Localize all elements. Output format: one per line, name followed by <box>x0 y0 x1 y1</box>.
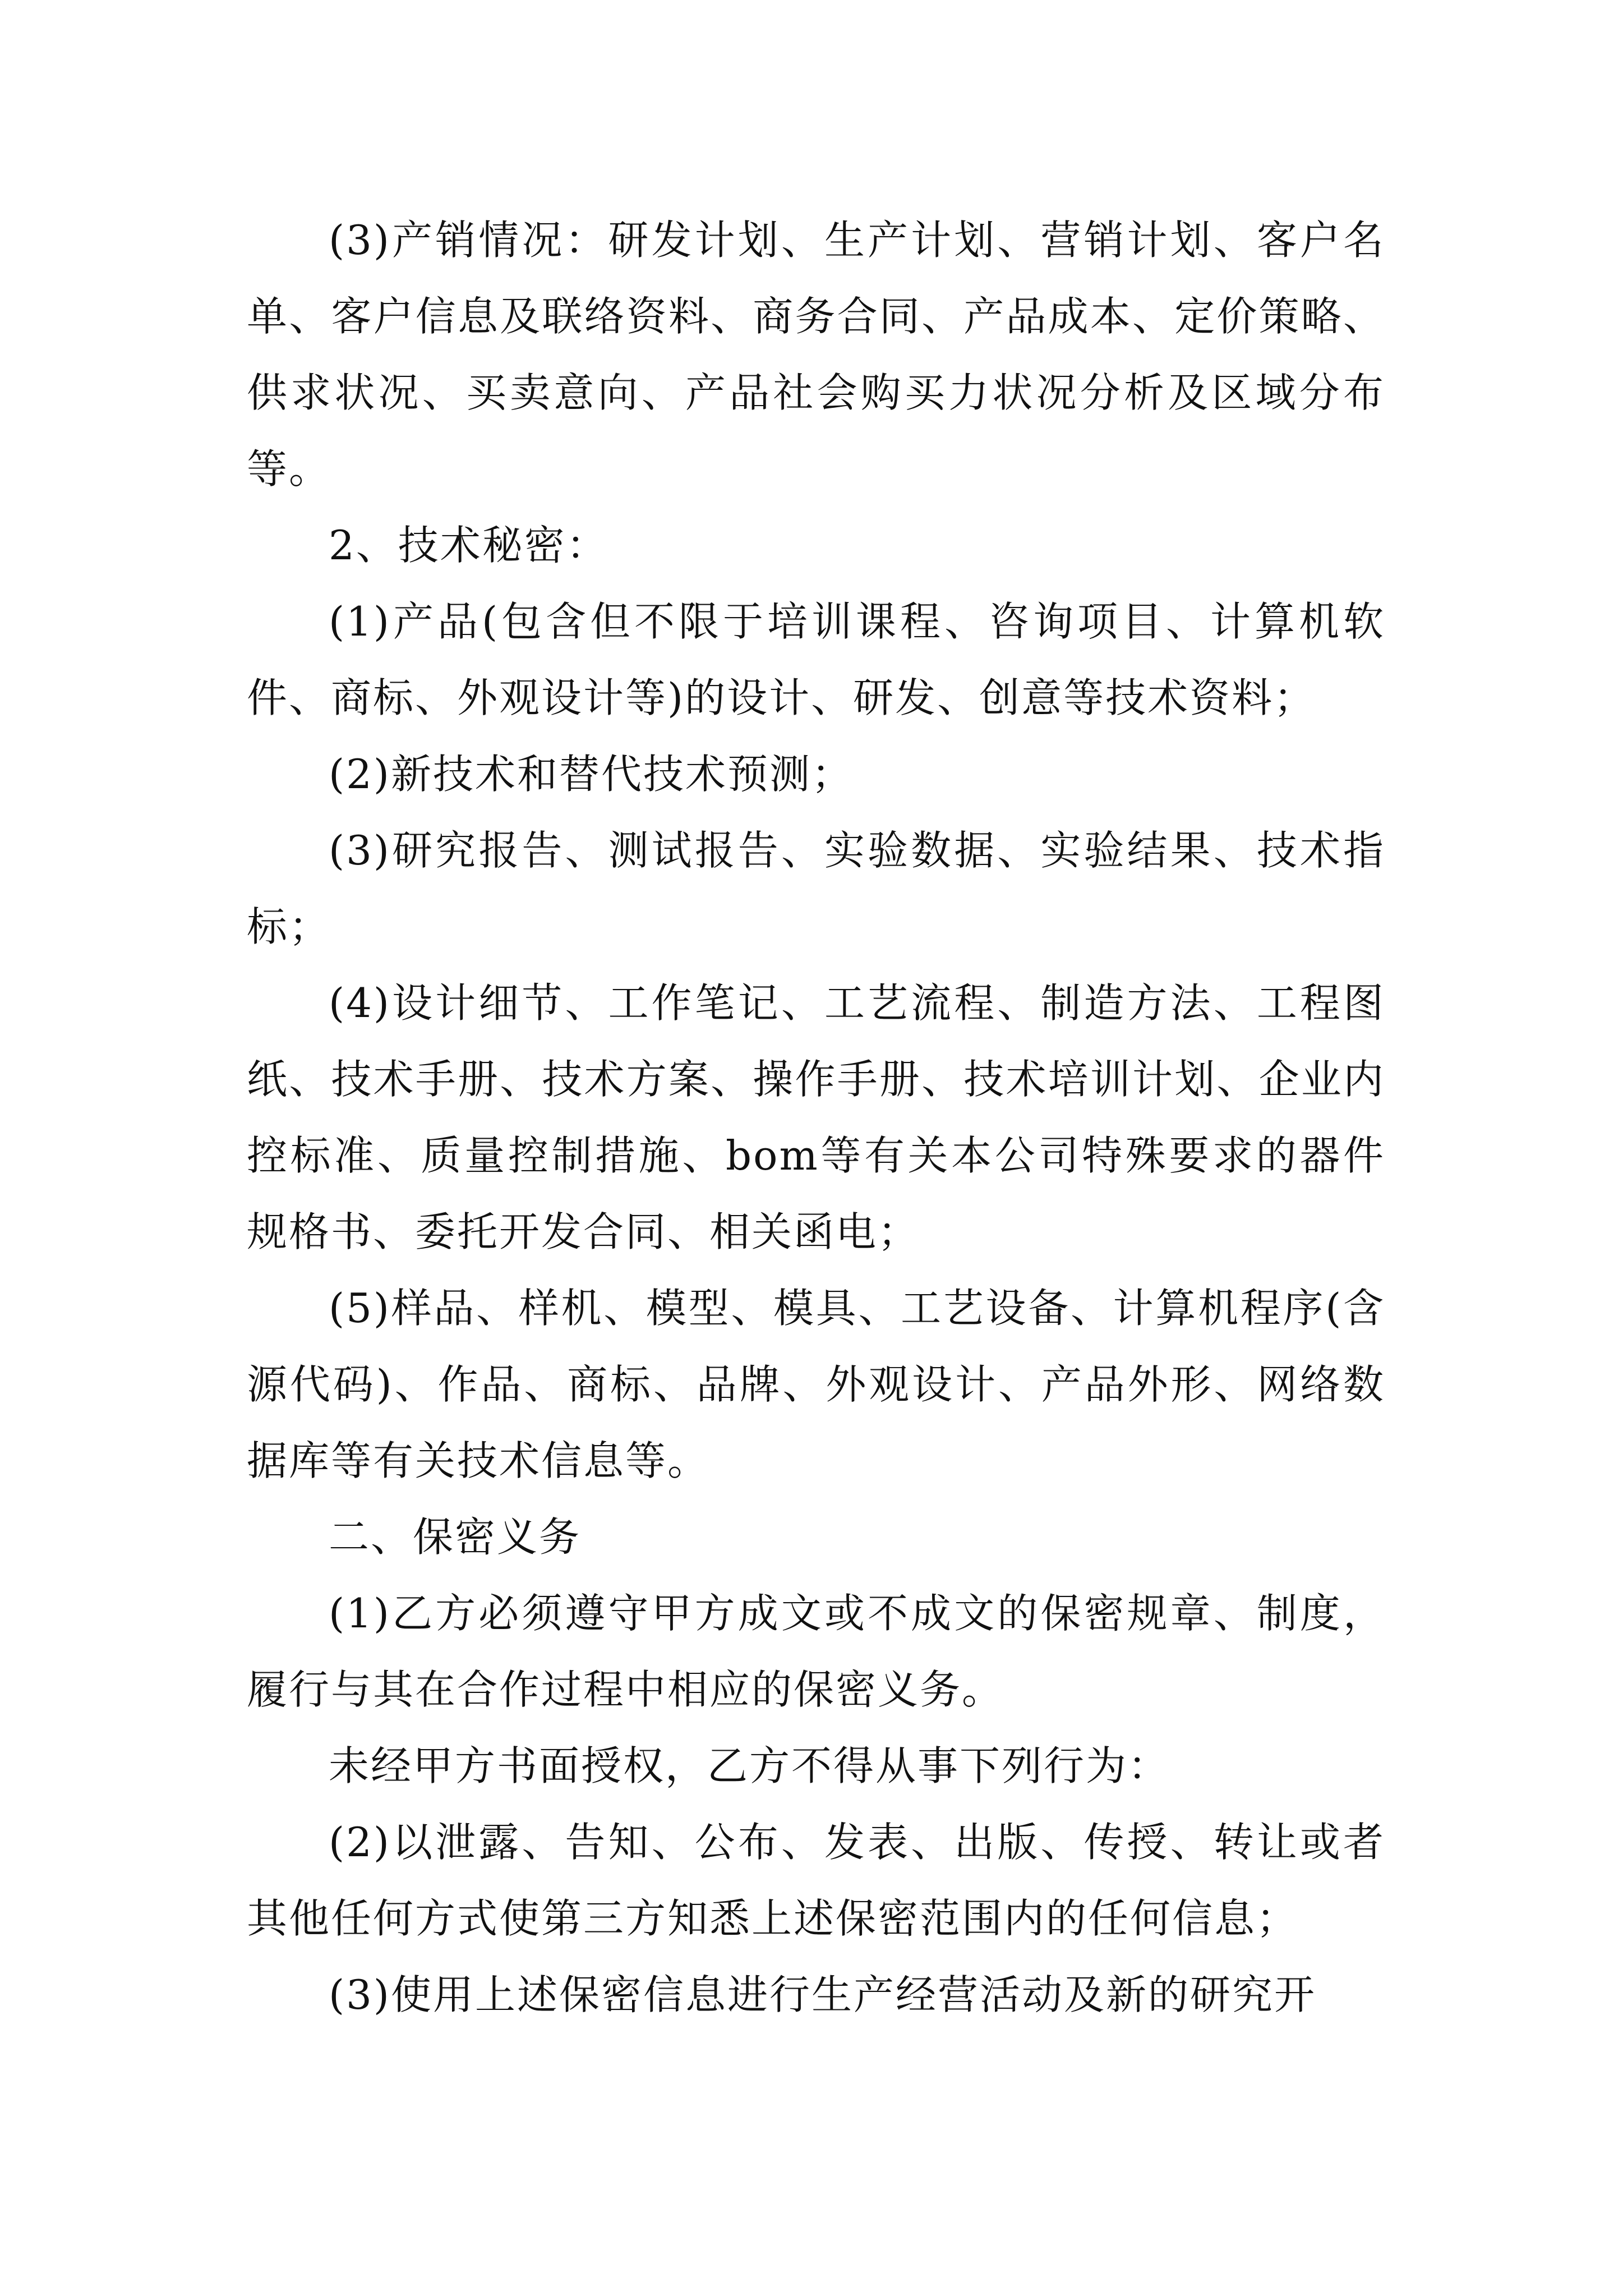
paragraph-product-tech-data: (1)产品(包含但不限于培训课程、咨询项目、计算机软件、商标、外观设计等)的设计、研发、创意等技术资料； <box>247 598 1385 721</box>
paragraph-sales-info: (3)产销情况：研发计划、生产计划、营销计划、客户名单、客户信息及联络资料、商务合同、产品成本、定价策略、供求状况、买卖意向、产品社会购买力状况分析及区域分布等。 <box>247 217 1385 493</box>
paragraph-no-use: (3)使用上述保密信息进行生产经营活动及新的研究开 <box>329 1971 1316 2018</box>
paragraph-comply-rules: (1)乙方必须遵守甲方成文或不成文的保密规章、制度，履行与其在合作过程中相应的保密义务。 <box>247 1590 1385 1713</box>
paragraph-samples-prototypes: (5)样品、样机、模型、模具、工艺设备、计算机程序(含源代码)、作品、商标、品牌、外观设计、产品外形、网络数据库等有关技术信息等。 <box>247 1285 1385 1484</box>
section-heading-technical-secrets: 2、技术秘密： <box>329 522 608 569</box>
paragraph-design-details: (4)设计细节、工作笔记、工艺流程、制造方法、工程图纸、技术手册、技术方案、操作手册、技术培训计划、企业内控标准、质量控制措施、bom等有关本公司特殊要求的器件规格书、委托开发合同、相关函电； <box>247 979 1385 1255</box>
section-heading-confidentiality-obligations: 二、保密义务 <box>329 1513 582 1561</box>
paragraph-no-disclosure: (2)以泄露、告知、公布、发表、出版、传授、转让或者其他任何方式使第三方知悉上述保密范围内的任何信息； <box>247 1819 1385 1942</box>
document-body <box>247 202 1385 2033</box>
paragraph-research-reports: (3)研究报告、测试报告、实验数据、实验结果、技术指标； <box>247 827 1385 950</box>
paragraph-prohibited-intro: 未经甲方书面授权，乙方不得从事下列行为： <box>329 1742 1170 1789</box>
paragraph-new-tech-forecast: (2)新技术和替代技术预测； <box>329 751 854 798</box>
